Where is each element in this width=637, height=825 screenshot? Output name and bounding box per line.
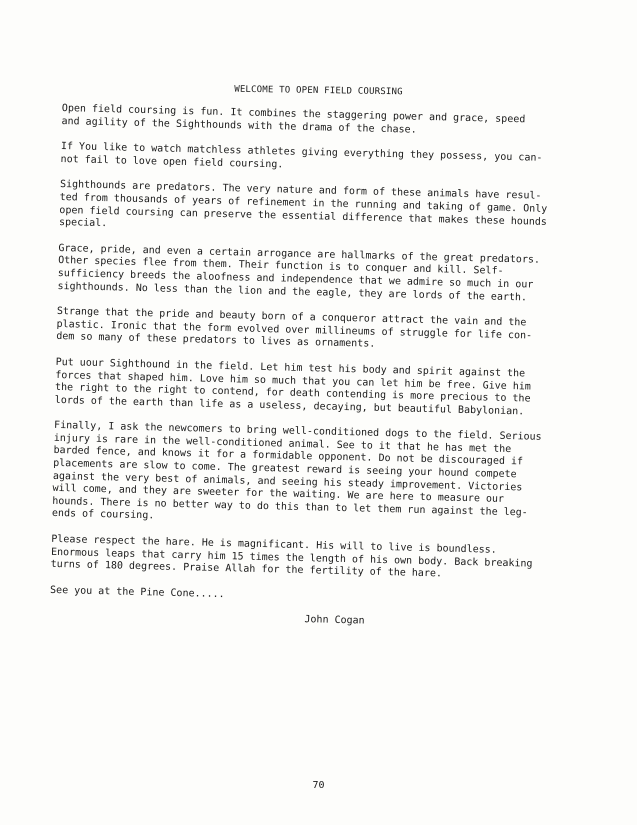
- paragraph-hare: Please respect the hare. He is magnificant. His will to live is boundless. Enormous leaps that carry him 15 times the length of his own body. Back breaking turns of 180 degrees. Praise Allah for the fertility of the hare.: [50, 533, 533, 580]
- document-body: [49, 103, 582, 634]
- paragraph-predators: Sighthounds are predators. The very nature and form of these animals have resul- ted from thousands of years of refinement in the running and taking of game. Only open field coursing can preserve the essential difference that makes these hounds special.: [58, 179, 548, 230]
- paragraph-closing: See you at the Pine Cone.....: [49, 584, 225, 600]
- document-title: WELCOME TO OPEN FIELD COURSING: [234, 84, 403, 98]
- paragraph-newcomers: Finally, I ask the newcomers to bring well-conditioned dogs to the field. Serious injury is rare in the well-conditioned animal. See to it that he has met the barded fence, and knows it for a formidable opponent. Do not be discouraged if placements are slow to come. The greatest reward is seeing your hound compete against the very best of animals, and seeing his steady improvement. Victories will come, and they are sweeter for the waiting. We are here to measure our hounds. There is no better way to do this than to let them run against the leg- ends of coursing.: [51, 420, 542, 522]
- signature: John Cogan: [304, 614, 365, 627]
- paragraph-ornaments: Strange that the pride and beauty born of a conqueror attract the vain and the plastic. Ironic that the form evolved over millineums of struggle for life con- dem so many of these predators to lives as ornaments.: [56, 306, 533, 351]
- paragraph-athletes: If You like to watch matchless athletes giving everything they possess, you can- not fail to love open field coursing.: [60, 141, 543, 171]
- page-number: 70: [312, 780, 325, 791]
- paragraph-field: Put uour Sighthound in the field. Let him test his body and spirit against the forces that shaped him. Love him so much that you can let him be free. Give him the right to the right to contend, for death contending is more precious to the lords of the earth than life as a useless, decaying, but beautiful Babylonian.: [54, 356, 531, 418]
- paragraph-grace-pride: Grace, pride, and even a certain arrogance are hallmarks of the great predators. Other species flee from them. Their function is to conquer and kill. Self- sufficiency breeds the aloofness and independence that we admire so much in our sighthounds. No less than the lion and the eagle, they are lords of the earth.: [57, 242, 541, 303]
- paragraph-intro: Open field coursing is fun. It combines the staggering power and grace, speed and agility of the Sighthounds with the drama of the chase.: [61, 103, 526, 136]
